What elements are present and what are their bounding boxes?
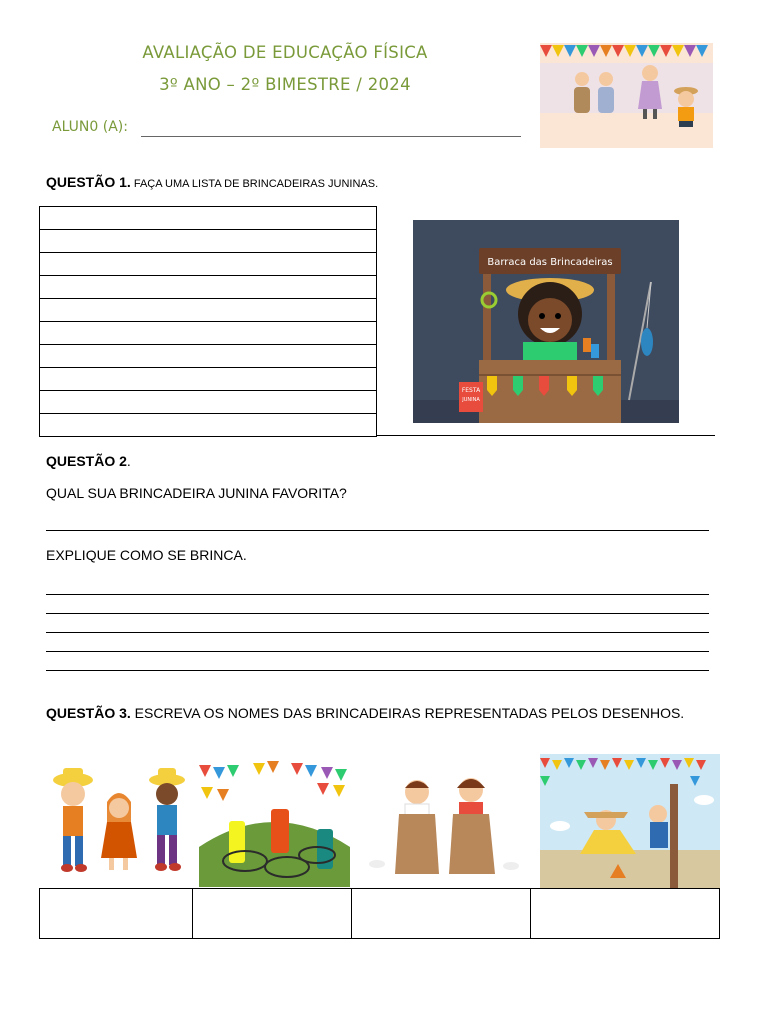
- table-row[interactable]: [40, 368, 377, 391]
- answer-line[interactable]: [40, 414, 377, 437]
- answer-cell[interactable]: [192, 889, 352, 939]
- answer-line[interactable]: [40, 253, 377, 276]
- answer-line[interactable]: [46, 530, 709, 531]
- question-2-heading: [46, 453, 131, 469]
- answer-line[interactable]: [40, 276, 377, 299]
- festa-junina-header-image: [540, 43, 713, 148]
- answer-line[interactable]: [40, 391, 377, 414]
- answer-line[interactable]: [40, 345, 377, 368]
- answer-line[interactable]: [40, 322, 377, 345]
- quadrilha-dance-image: [43, 762, 193, 882]
- table-row[interactable]: [40, 276, 377, 299]
- pau-de-sebo-image: [540, 754, 720, 888]
- question-3-text: ESCREVA OS NOMES DAS BRINCADEIRAS REPRESENTADAS PELOS DESENHOS.: [130, 705, 685, 721]
- table-row[interactable]: [40, 253, 377, 276]
- sack-race-image: [365, 770, 525, 880]
- table-row[interactable]: [40, 391, 377, 414]
- answer-cell[interactable]: [40, 889, 193, 939]
- banner-text-1: FESTA: [461, 387, 481, 394]
- question-2-prompt-2: EXPLIQUE COMO SE BRINCA.: [46, 547, 247, 563]
- question-1-label: QUESTÃO 1.: [46, 174, 131, 190]
- question-2-label: QUESTÃO 2: [46, 453, 127, 469]
- banner-text-2: JUNINA: [462, 397, 480, 403]
- table-row[interactable]: [40, 414, 377, 437]
- table-row[interactable]: [40, 322, 377, 345]
- barraca-brincadeiras-image: [413, 220, 679, 423]
- answer-line[interactable]: [40, 299, 377, 322]
- answer-line[interactable]: [46, 670, 709, 671]
- page-title: AVALIAÇÃO DE EDUCAÇÃO FÍSICA: [142, 43, 428, 62]
- answer-cell[interactable]: [530, 889, 719, 939]
- answer-line[interactable]: [46, 613, 709, 614]
- question-3-heading: [46, 704, 713, 723]
- table-row[interactable]: [40, 299, 377, 322]
- argola-game-image: [197, 757, 352, 887]
- question-1-heading: [46, 174, 378, 190]
- answer-line[interactable]: [46, 632, 709, 633]
- barraca-sign-text: Barraca das Brincadeiras: [487, 257, 613, 268]
- answer-line[interactable]: [46, 651, 709, 652]
- question-2-label-suffix: .: [126, 453, 131, 469]
- table-row[interactable]: [40, 230, 377, 253]
- question-2-prompt-1: QUAL SUA BRINCADEIRA JUNINA FAVORITA?: [46, 485, 347, 501]
- table-row[interactable]: [40, 345, 377, 368]
- student-name-field[interactable]: [141, 136, 521, 137]
- question-3-label: QUESTÃO 3.: [46, 705, 131, 721]
- table-row: [40, 889, 720, 939]
- question-1-text: FAÇA UMA LISTA DE BRINCADEIRAS JUNINAS.: [130, 178, 379, 190]
- section-divider: [377, 435, 715, 436]
- answer-line[interactable]: [40, 368, 377, 391]
- student-label: ALUN0 (A):: [52, 119, 128, 135]
- question-1-answer-table: [39, 206, 377, 437]
- answer-line[interactable]: [40, 207, 377, 230]
- answer-line[interactable]: [46, 594, 709, 595]
- question-3-answer-table: [39, 888, 720, 939]
- answer-line[interactable]: [40, 230, 377, 253]
- table-row[interactable]: [40, 207, 377, 230]
- page-subtitle: 3º ANO – 2º BIMESTRE / 2024: [159, 75, 411, 94]
- answer-cell[interactable]: [352, 889, 530, 939]
